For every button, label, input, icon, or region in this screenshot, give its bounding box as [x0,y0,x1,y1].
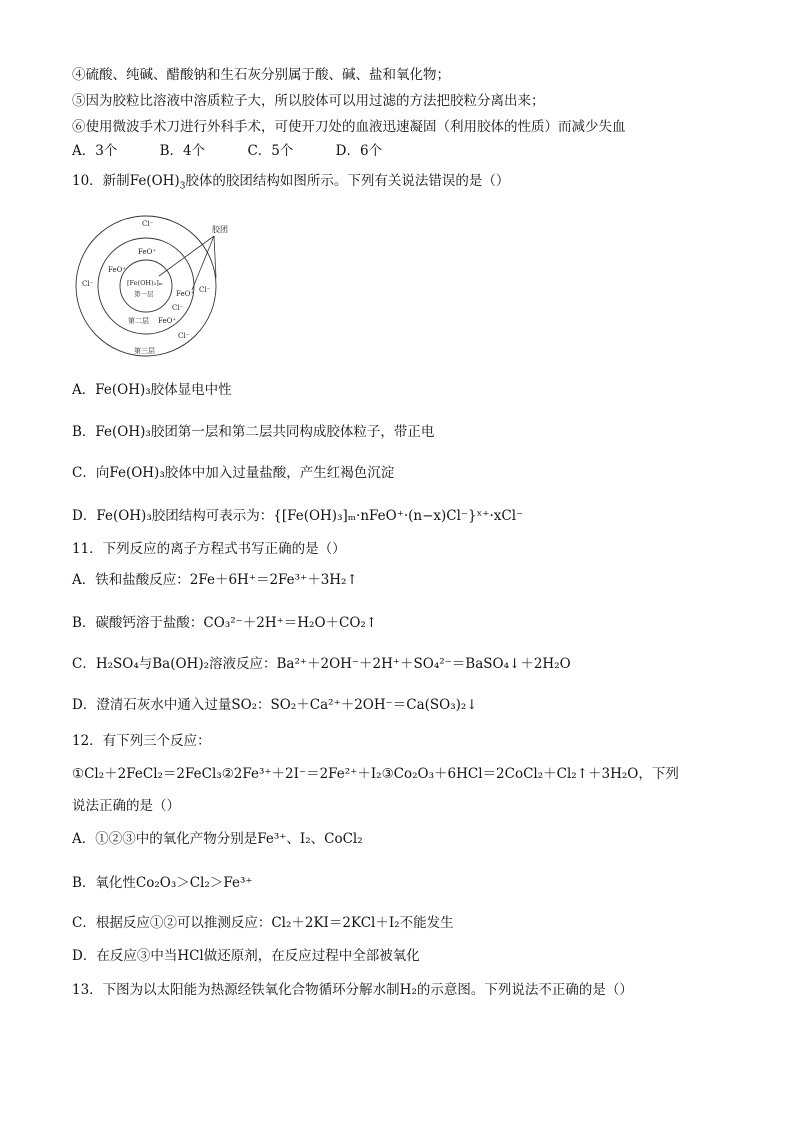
layer-2-label: 第二层 [128,317,149,325]
q9-option-a[interactable]: A．3个 [72,143,118,159]
q11-option-c[interactable]: C．H₂SO₄与Ba(OH)₂溶液反应：Ba²⁺＋2OH⁻＋2H⁺＋SO₄²⁻＝BaSO₄↓＋2H₂O [72,656,571,672]
q11-option-b[interactable]: B．碳酸钙溶于盐酸：CO₃²⁻＋2H⁺＝H₂O＋CO₂↑ [72,615,378,631]
middle-ion-top: FeO⁺ [138,248,157,256]
q9-item-6: ⑥使用微波手术刀进行外科手术，可使开刀处的血液迅速凝固（利用胶体的性质）而减少失血 [72,119,626,135]
q11-option-a[interactable]: A．铁和盐酸反应：2Fe＋6H⁺＝2Fe³⁺＋3H₂↑ [72,572,358,588]
q10-option-d[interactable]: D．Fe(OH)₃胶团结构可表示为：{[Fe(OH)₃]ₘ·nFeO⁺·(n−x)Cl⁻}ˣ⁺·xCl⁻ [72,508,524,524]
layer-1-label: 第一层 [134,290,154,298]
q10-stem-prefix: 10．新制 [72,173,130,189]
q13-stem: 13．下图为以太阳能为热源经铁氧化合物循环分解水制H₂的示意图。下列说法不正确的是（） [72,982,633,998]
q12-option-b[interactable]: B．氧化性Co₂O₃＞Cl₂＞Fe³⁺ [72,875,253,891]
q12-stem: 12．有下列三个反应： [72,733,211,749]
q12-option-d[interactable]: D．在反应③中当HCl做还原剂，在反应过程中全部被氧化 [72,948,420,964]
middle-ion-left: FeO⁺ [108,266,127,274]
q9-item-4: ④硫酸、纯碱、醋酸钠和生石灰分别属于酸、碱、盐和氧化物； [72,67,450,83]
q10-option-a[interactable]: A．Fe(OH)₃胶体显电中性 [72,382,232,398]
q10-option-b[interactable]: B．Fe(OH)₃胶团第一层和第二层共同构成胶体粒子，带正电 [72,424,435,440]
q11-option-d[interactable]: D．澄清石灰水中通入过量SO₂：SO₂＋Ca²⁺＋2OH⁻＝Ca(SO₃)₂↓ [72,697,478,713]
core-label: [Fe(OH)₃]ₘ [127,279,163,287]
q10-stem [72,172,509,190]
q10-stem-subscript: 3 [179,181,186,192]
outer-ion-right: Cl⁻ [199,286,211,294]
micelle-label: 胶团 [212,225,228,234]
q9-option-d[interactable]: D．6个 [335,143,383,159]
q12-reactions: ①Cl₂＋2FeCl₂＝2FeCl₃②2Fe³⁺＋2I⁻＝2Fe²⁺＋I₂③Co₂O₃＋6HCl＝2CoCl₂＋Cl₂↑＋3H₂O，下列 [72,766,679,782]
q10-stem-formula: Fe(OH) [129,173,180,189]
outer-ion-left: Cl⁻ [82,280,94,288]
q11-stem: 11．下列反应的离子方程式书写正确的是（） [72,541,346,557]
q9-option-b[interactable]: B．4个 [159,143,206,159]
q9-options [72,142,420,160]
middle-ion-chloride: Cl⁻ [172,304,184,312]
outer-ion-bottom: Cl⁻ [178,332,190,340]
middle-ion-bottom: FeO⁺ [158,317,177,325]
q9-item-5: ⑤因为胶粒比溶液中溶质粒子大，所以胶体可以用过滤的方法把胶粒分离出来； [72,93,545,109]
middle-ion-right: FeO⁺ [176,290,195,298]
q12-option-c[interactable]: C．根据反应①②可以推测反应：Cl₂＋2KI＝2KCl＋I₂不能发生 [72,915,454,931]
q12-option-a[interactable]: A．①②③中的氧化产物分别是Fe³⁺、I₂、CoCl₂ [72,831,363,847]
q10-stem-suffix: 胶体的胶团结构如图所示。下列有关说法错误的是（） [185,173,510,189]
q10-option-c[interactable]: C．向Fe(OH)₃胶体中加入过量盐酸，产生红褐色沉淀 [72,465,395,481]
micelle-structure-diagram [74,206,234,364]
q9-option-c[interactable]: C．5个 [247,143,294,159]
q12-stem-continued: 说法正确的是（） [72,798,180,814]
layer-3-label: 第三层 [134,347,155,355]
outer-ion-top: Cl⁻ [142,220,154,228]
